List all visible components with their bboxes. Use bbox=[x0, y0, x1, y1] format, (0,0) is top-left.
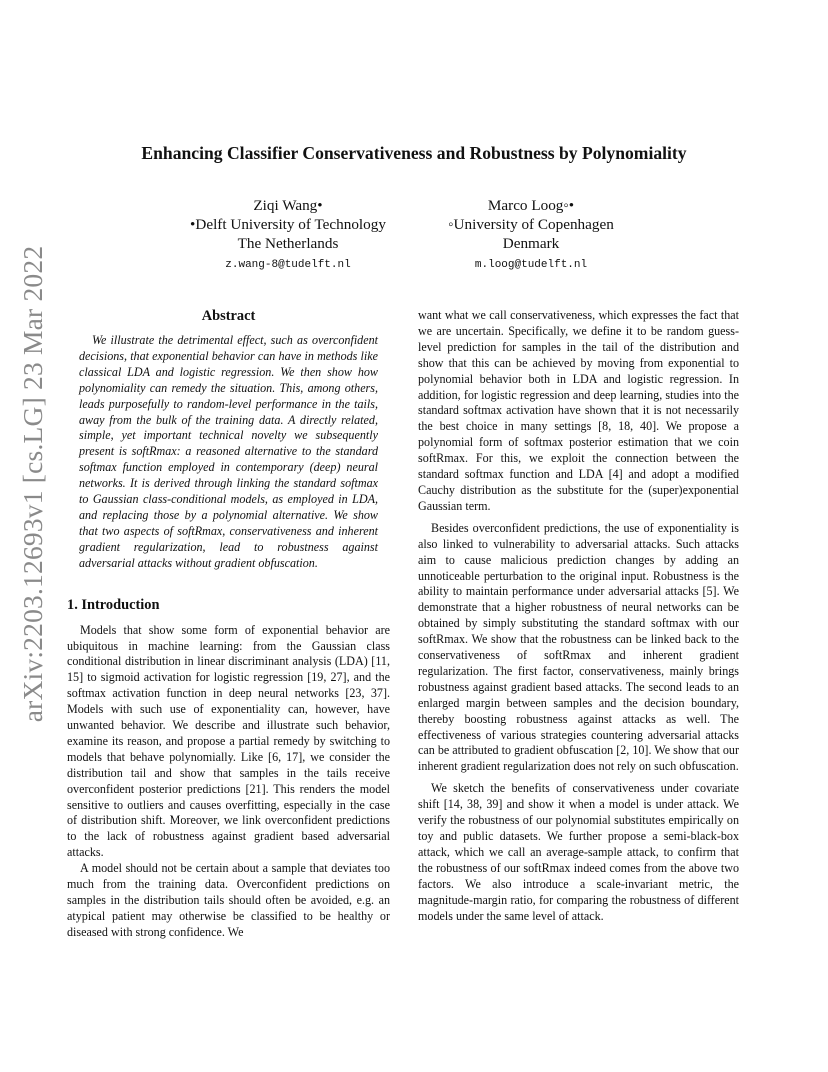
author-email[interactable]: z.wang-8@tudelft.nl bbox=[225, 259, 351, 271]
intro-paragraph-2: A model should not be certain about a sample that deviates too much from the training data. Overconfident predictions on samples in the distribution tails should often be avoided, e.g. an atypical patient may otherwise be classified to be healthy or diseased with strong confidence. We bbox=[67, 861, 390, 939]
intro-paragraph-1: Models that show some form of exponential behavior are ubiquitous in machine learning: from the Gaussian class conditional distribution in linear discriminant analysis (LDA) [11, 15] to sigmoid activation for logistic regression [19, 27], and the softmax activation function in deep neural networks [23, 37]. Models with such use of exponentiality can, however, have unwanted behavior. We describe and illustrate such behavior, examine its reason, and propose a partial remedy by switching to models that behave polynomially. Like [6, 17], we consider the distribution tail and show that samples in the tails receive overconfident posterior predictions [21]. This renders the model sensitive to outliers and causes overfitting, especially in the case of distribution shift. Moreover, we link overconfident predictions to the lack of robustness against gradient based adversarial attacks. bbox=[67, 622, 390, 860]
author-affiliation: •Delft University of Technology bbox=[190, 216, 386, 233]
author-country: The Netherlands bbox=[237, 235, 339, 252]
paper-title: Enhancing Classifier Conservativeness and Robustness by Polynomiality bbox=[141, 143, 687, 163]
section-heading: 1. Introduction bbox=[67, 596, 160, 613]
author-country: Denmark bbox=[502, 235, 560, 252]
author-name: Marco Loog◦• bbox=[487, 197, 575, 214]
right-paragraph-1: want what we call conservativeness, which expresses the fact that we are uncertain. Specifically, we define it to be random guess-level prediction for samples in the tail of the distribution and show that this can be achieved by moving from exponential to polynomial behavior both in LDA and logistic regression. In addition, for logistic regression and deep learning, studies into the standard softmax activation have shown that it is not necessarily the best choice in many settings [8, 18, 40]. We propose a polynomial form of softmax posterior estimation that we coin softRmax. For this, we exploit the connection between the standard softmax function and LDA [4] and adopt a modified Cauchy distribution as the substitute for the (super)exponential Gaussian term. bbox=[418, 308, 739, 513]
author-name: Ziqi Wang• bbox=[253, 197, 323, 214]
left-column bbox=[67, 307, 390, 941]
author-email[interactable]: m.loog@tudelft.nl bbox=[474, 259, 588, 271]
author-block-2 bbox=[415, 196, 647, 273]
right-paragraph-2: Besides overconfident predictions, the use of exponentiality is also linked to vulnerability to adversarial attacks. Such attacks aim to cause malicious prediction changes by adding an unnoticeable perturbation to the original input. Robustness is the ability to maintain performance under adversarial attacks [5]. We demonstrate that a higher robustness of neural networks can be obtained by simply substituting the standard softmax with our softRmax. We show that the robustness can be linked back to the conservativeness of softRmax and inherent gradient regularization. The first factor, conservativeness, mainly brings robustness against gradient based attacks. The second leads to an enlarged margin between samples and the decision boundary, thereby boosting robustness against attacks as well. The effectiveness of various strategies countering adversarial attacks can be attributed to gradient obfuscation [2, 10]. We show that our inherent gradient regularization does not rely on such obfuscation. bbox=[418, 520, 739, 774]
abstract-heading: Abstract bbox=[201, 308, 256, 324]
author-block-1 bbox=[168, 196, 408, 273]
abstract-text: We illustrate the detrimental effect, such as overconfident decisions, that exponential behavior can have in methods like classical LDA and logistic regression. We then show how polynomiality can remedy the situation. This, among others, leads purposefully to random-level performance in the tails, away from the bulk of the training data. A directly related, simple, yet important technical novelty we subsequently present is softRmax: a reasoned alternative to the standard softmax function employed in contemporary (deep) neural networks. It is derived through linking the standard softmax to Gaussian class-conditional models, as employed in LDA, and replacing those by a polynomial alternative. We show that two aspects of softRmax, conservativeness and inherent gradient regularization, lead to robustness against adversarial attacks without gradient obfuscation. bbox=[79, 333, 378, 570]
right-paragraph-3: We sketch the benefits of conservativeness under covariate shift [14, 38, 39] and show it when a model is under attack. We verify the robustness of our polynomial substitutes empirically on toy and public datasets. We further propose a semi-black-box attack, which we call an average-sample attack, to confirm that the robustness of our softRmax indeed comes from the above two factors. We also introduce a scale-invariant metric, the magnitude-margin ratio, for comparing the robustness of different models under the same level of attack. bbox=[418, 781, 739, 923]
author-affiliation: ◦University of Copenhagen bbox=[448, 216, 614, 233]
arxiv-stamp bbox=[0, 0, 66, 1072]
arxiv-stamp-text: arXiv:2203.12693v1 [cs.LG] 23 Mar 2022 bbox=[17, 245, 48, 723]
right-column bbox=[418, 308, 739, 924]
